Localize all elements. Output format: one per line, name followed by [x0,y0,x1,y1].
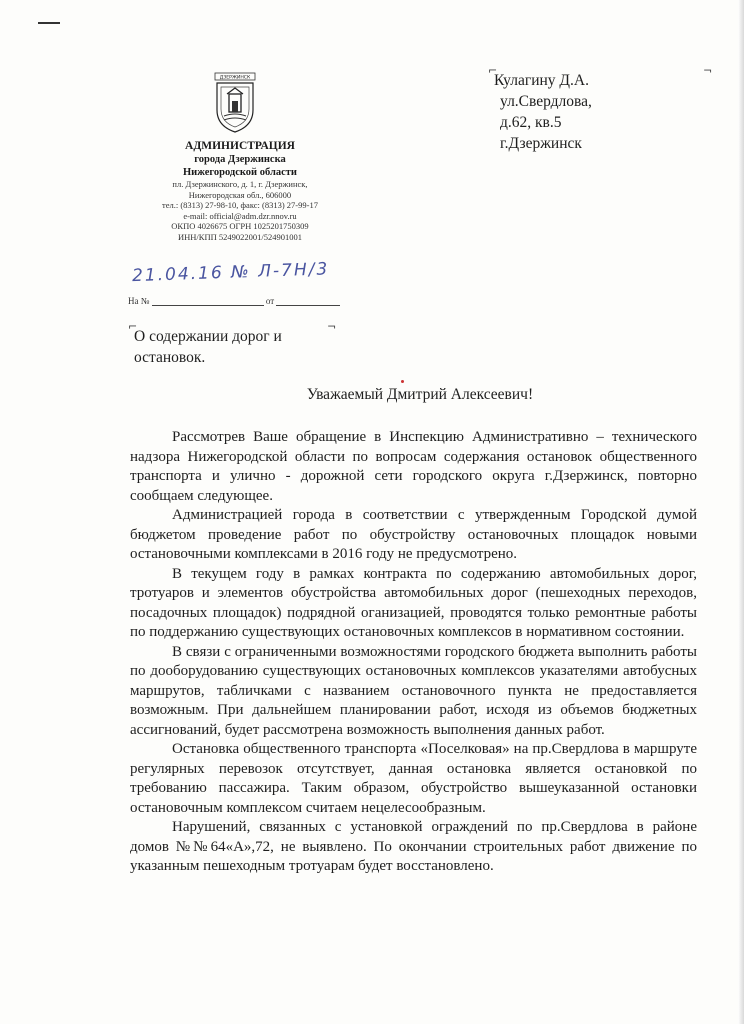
address-line: Нижегородская обл., 606000 [188,189,292,200]
body-paragraph: Нарушений, связанных с установкой ограждений по пр.Свердлова в районе домов №№64«А»,72, не выявлено. По окончании строительных работ движение по указанным пешеходным тротуарам будет восстановлено. [130,819,697,874]
inn-kpp: ИНН/КПП 5249022001/524901001 [178,231,302,242]
corner-mark [38,22,60,24]
emblem-label: ДЗЕРЖИНСК [219,75,251,81]
body-paragraph: В текущем году в рамках контракта по содержанию автомобильных дорог, тротуаров и элементов обустройства автомобильных дорог (пешеходных переходов, посадочных площадок) подрядной оганизацией, проводятся только ремонтные работы по поддержанию существующих остановочных комплексов в нормативном состоянии. [130,565,697,640]
reference-no-blank [152,305,264,306]
body-paragraph: В связи с ограниченными возможностями городского бюджета выполнить работы по дооборудованию существующих остановочных комплексов указателями автобусных маршрутов, табличками с названием остановочного пункта не предоставляется возможным. При дальнейшем планировании работ, исходя из объемов бюджетных ассигнований, будет рассмотрена возможность выполнения данных работ. [130,643,697,738]
phone-fax: тел.: (8313) 27-98-10, факс: (8313) 27-99-17 [162,200,318,210]
coat-of-arms-emblem [213,72,257,134]
letterhead [110,140,370,242]
addressee-house: д.62, кв.5 [500,114,562,131]
greeting [0,386,744,404]
org-region: Нижегородской области [183,167,297,178]
subject [134,326,334,368]
addressee-street: ул.Свердлова, [500,93,592,110]
subject-line: остановок. [134,349,206,366]
handwritten-registration: 21.04.16 № Л-7Н/3 [131,259,330,287]
bracket-mark: ⌐ [488,64,498,77]
bracket-mark: ¬ [327,320,337,333]
letter-body [130,428,697,877]
org-title: АДМИНИСТРАЦИЯ [185,140,295,152]
body-paragraph: Рассмотрев Ваше обращение в Инспекцию Административно – технического надзора Нижегородской области по вопросам содержания остановок общественного транспорта и улично - дорожной сети городского округа г.Дзержинск, повторно сообщаем следующее. [130,429,697,504]
scan-edge-shadow [738,0,744,1024]
address-line: пл. Дзержинского, д. 1, г. Дзержинск, [172,179,308,189]
reference-no-label: На № [128,296,150,306]
okpo-ogrn: ОКПО 4026675 ОГРН 1025201750309 [171,221,309,231]
addressee-city: г.Дзержинск [500,135,582,152]
body-paragraph: Остановка общественного транспорта «Поселковая» на пр.Свердлова в маршруте регулярных перевозок отсутствует, данная остановка является остановкой по требованию пассажира. Таким образом, обустройство вышеуказанной остановки остановочным комплексом считаем нецелесообразным. [130,741,697,816]
email: e-mail: official@adm.dzr.nnov.ru [183,210,297,221]
addressee-name: Кулагину Д.А. [494,72,589,89]
body-paragraph: Администрацией города в соответствии с утвержденным Городской думой бюджетом проведение работ по обустройству остановочных площадок новыми остановочными комплексами в 2016 году не предусмотрено. [130,507,697,562]
subject-line: О содержании дорог и [134,328,282,345]
org-city: города Дзержинска [194,154,286,165]
reference-line [128,296,340,306]
ink-dot [401,380,404,383]
bracket-mark: ¬ [703,64,713,77]
bracket-mark: ⌐ [128,320,138,333]
reference-date-blank [276,305,340,306]
reference-from-label: от [265,296,275,306]
greeting-text: Уважаемый Дмитрий Алексеевич! [306,386,534,403]
addressee-block [494,70,714,154]
